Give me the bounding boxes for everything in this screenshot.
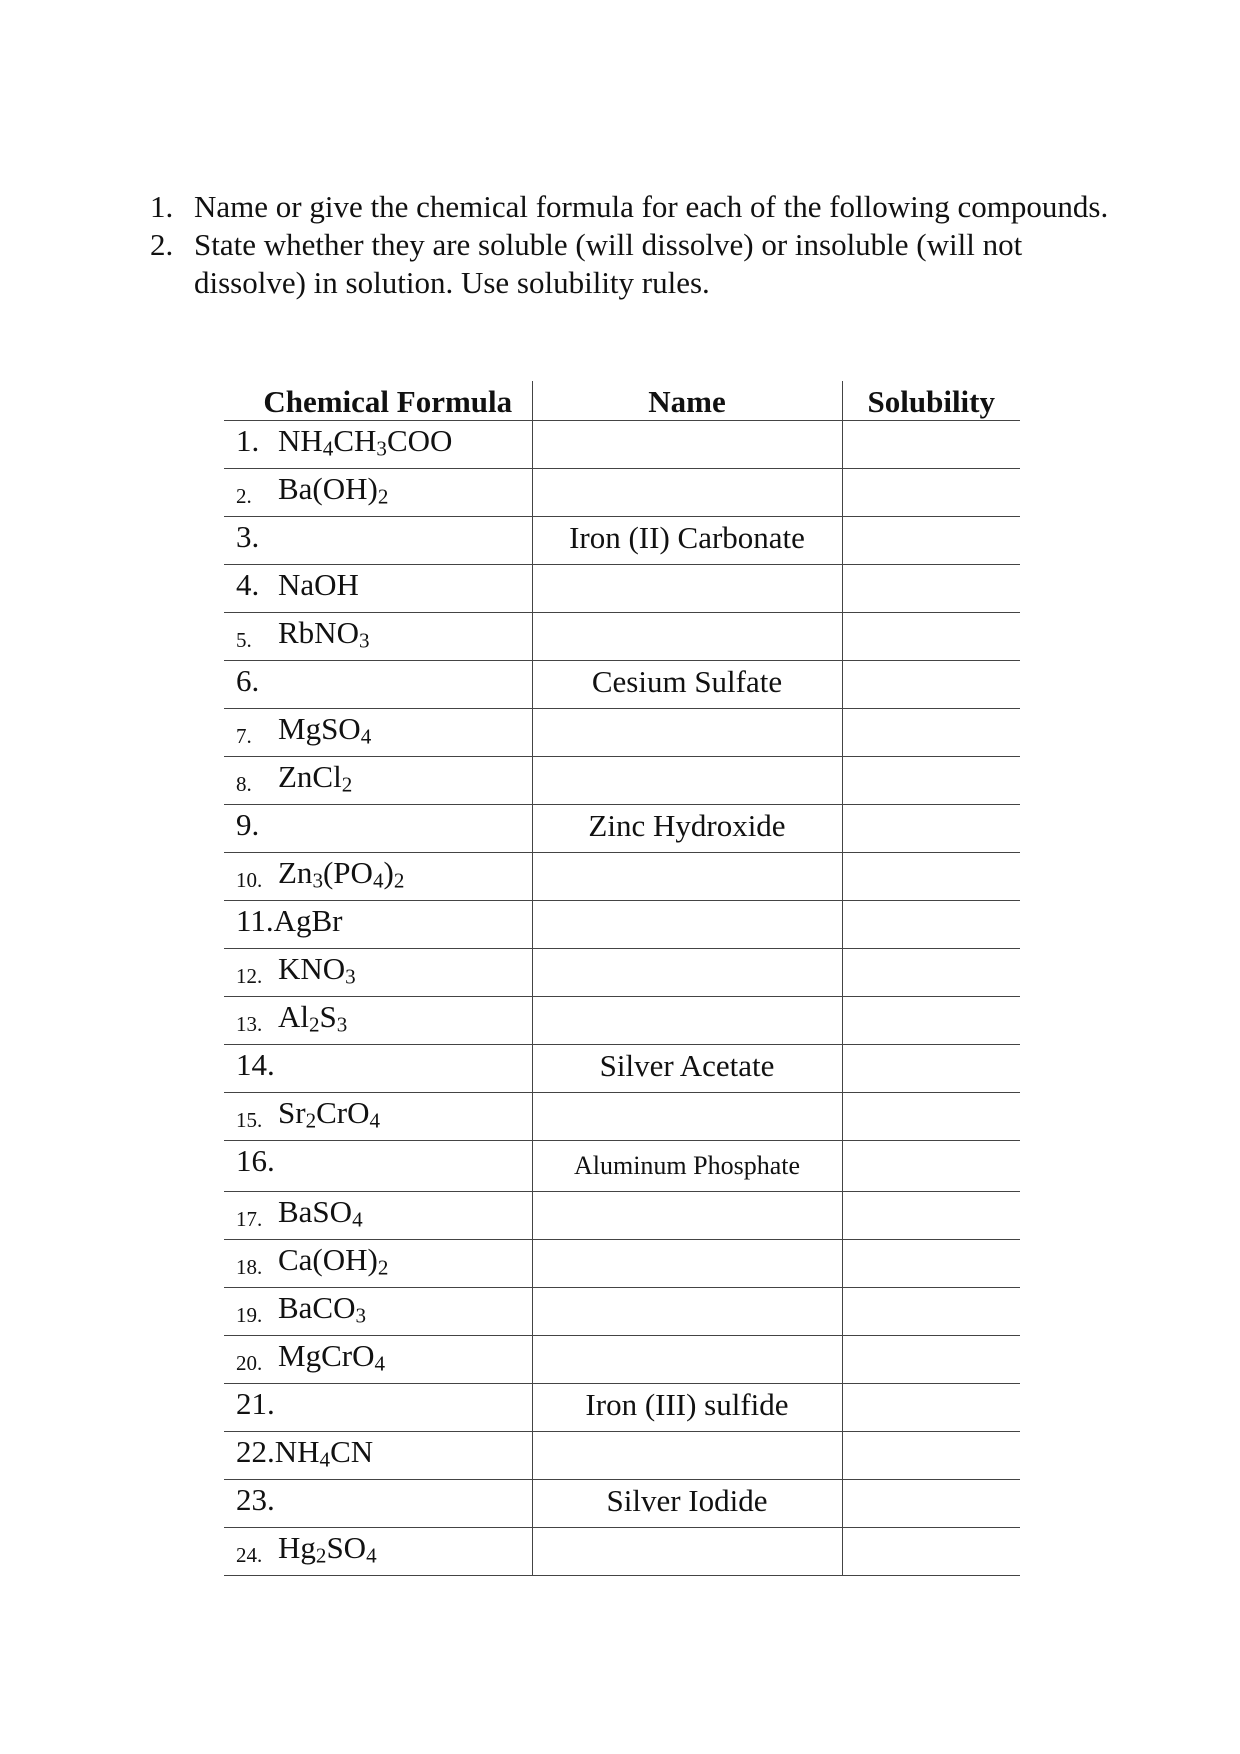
formula-part: CN — [330, 1434, 374, 1469]
table-row — [224, 853, 1020, 901]
chemical-formula — [278, 565, 359, 605]
formula-subscript: 3 — [376, 436, 387, 461]
chemical-formula — [278, 853, 404, 893]
formula-part: (PO — [322, 855, 373, 890]
table-row — [224, 1141, 1020, 1192]
name-cell[interactable] — [532, 1336, 842, 1384]
chemical-formula — [278, 997, 347, 1037]
formula-part: MgCrO — [278, 1338, 375, 1373]
name-cell[interactable]: Iron (III) sulfide — [532, 1384, 842, 1432]
solubility-cell[interactable] — [842, 421, 1020, 469]
solubility-cell[interactable] — [842, 709, 1020, 757]
formula-cell[interactable] — [224, 1480, 532, 1528]
formula-subscript: 4 — [372, 868, 384, 893]
formula-subscript: 2 — [305, 1108, 317, 1133]
chemical-formula — [278, 613, 370, 653]
chemical-formula — [278, 709, 371, 749]
formula-cell[interactable] — [224, 853, 532, 901]
formula-cell[interactable] — [224, 1192, 532, 1240]
formula-part: CrO — [316, 1095, 370, 1130]
table-row — [224, 1528, 1020, 1576]
table-header-row — [224, 381, 1020, 421]
header-chemical-formula: Chemical Formula — [224, 381, 532, 421]
table-row — [224, 1336, 1020, 1384]
name-cell[interactable] — [532, 757, 842, 805]
formula-subscript: 4 — [366, 1543, 377, 1568]
name-cell[interactable] — [532, 1432, 842, 1480]
row-number: 11. — [236, 903, 274, 938]
formula-part: BaSO — [278, 1194, 353, 1229]
solubility-cell[interactable] — [842, 1432, 1020, 1480]
formula-cell[interactable] — [224, 901, 532, 949]
table-row — [224, 1288, 1020, 1336]
formula-cell[interactable] — [224, 1432, 532, 1480]
formula-cell[interactable] — [224, 661, 532, 709]
table-row — [224, 517, 1020, 565]
formula-cell[interactable] — [224, 421, 532, 469]
table-row — [224, 1045, 1020, 1093]
instructions-list — [150, 188, 1110, 302]
formula-part: Zn — [278, 855, 313, 890]
instruction-number: 2. — [150, 227, 174, 262]
formula-subscript: 2 — [393, 868, 405, 893]
row-number: 13. — [236, 1012, 263, 1036]
formula-subscript: 3 — [355, 1303, 367, 1328]
chemical-formula — [278, 1192, 363, 1232]
name-cell[interactable]: Cesium Sulfate — [532, 661, 842, 709]
solubility-cell[interactable] — [842, 517, 1020, 565]
formula-subscript: 4 — [322, 436, 334, 461]
formula-cell[interactable] — [224, 757, 532, 805]
table-row — [224, 901, 1020, 949]
solubility-cell[interactable] — [842, 1528, 1020, 1576]
formula-part: RbNO — [278, 615, 359, 650]
formula-subscript: 3 — [336, 1012, 348, 1037]
name-cell[interactable]: Silver Acetate — [532, 1045, 842, 1093]
solubility-cell[interactable] — [842, 949, 1020, 997]
name-cell[interactable] — [532, 853, 842, 901]
name-cell[interactable] — [532, 901, 842, 949]
solubility-cell[interactable] — [842, 1288, 1020, 1336]
table-body — [224, 421, 1020, 1576]
formula-part: KNO — [278, 951, 346, 986]
solubility-cell[interactable] — [842, 1192, 1020, 1240]
formula-subscript: 2 — [341, 772, 353, 797]
row-number: 8. — [236, 772, 252, 796]
solubility-cell[interactable] — [842, 565, 1020, 613]
formula-subscript: 2 — [309, 1012, 320, 1037]
formula-part: NH — [278, 423, 323, 458]
chemical-formula — [278, 1336, 385, 1376]
name-cell[interactable] — [532, 421, 842, 469]
formula-part: Hg — [278, 1530, 316, 1565]
chemical-formula — [278, 1288, 366, 1328]
formula-subscript: 2 — [377, 1255, 389, 1280]
solubility-cell[interactable] — [842, 1240, 1020, 1288]
solubility-cell[interactable] — [842, 997, 1020, 1045]
header-name: Name — [532, 381, 842, 421]
formula-part: ) — [383, 855, 394, 890]
table-row — [224, 1432, 1020, 1480]
formula-cell[interactable] — [224, 1336, 532, 1384]
row-number: 4. — [236, 567, 260, 602]
formula-cell[interactable] — [224, 1240, 532, 1288]
formula-cell[interactable] — [224, 517, 532, 565]
solubility-cell[interactable] — [842, 1141, 1020, 1192]
row-number: 20. — [236, 1351, 263, 1375]
solubility-cell[interactable] — [842, 613, 1020, 661]
name-cell[interactable] — [532, 1093, 842, 1141]
instruction-item — [150, 188, 1110, 226]
name-cell[interactable] — [532, 1192, 842, 1240]
formula-subscript: 4 — [369, 1108, 381, 1133]
solubility-cell[interactable] — [842, 469, 1020, 517]
row-number: 5. — [236, 628, 252, 652]
formula-cell[interactable] — [224, 949, 532, 997]
formula-part: Al — [278, 999, 309, 1034]
row-number: 10. — [236, 868, 263, 892]
formula-part: S — [319, 999, 337, 1034]
name-cell[interactable] — [532, 1528, 842, 1576]
row-number: 16. — [236, 1143, 275, 1178]
name-cell[interactable] — [532, 709, 842, 757]
formula-subscript: 3 — [345, 964, 356, 989]
formula-cell[interactable] — [224, 1045, 532, 1093]
instruction-number: 1. — [150, 189, 174, 224]
name-cell[interactable]: Aluminum Phosphate — [532, 1141, 842, 1192]
solubility-cell[interactable] — [842, 853, 1020, 901]
row-number: 19. — [236, 1303, 263, 1327]
formula-cell[interactable] — [224, 1528, 532, 1576]
solubility-cell[interactable] — [842, 805, 1020, 853]
table-row — [224, 613, 1020, 661]
table-row — [224, 565, 1020, 613]
instruction-text: State whether they are soluble (will dissolve) or insoluble (will not dissolve) in solution. Use solubility rules. — [194, 227, 1023, 300]
chemical-formula — [278, 1528, 377, 1568]
formula-cell[interactable] — [224, 613, 532, 661]
table-row — [224, 469, 1020, 517]
formula-part: NaOH — [278, 567, 359, 602]
name-cell[interactable] — [532, 1240, 842, 1288]
row-number: 17. — [236, 1207, 263, 1231]
formula-subscript: 3 — [312, 868, 323, 893]
table-row — [224, 805, 1020, 853]
solubility-cell[interactable] — [842, 1384, 1020, 1432]
table-row — [224, 1240, 1020, 1288]
table-row — [224, 1192, 1020, 1240]
row-number: 15. — [236, 1108, 263, 1132]
name-cell[interactable]: Silver Iodide — [532, 1480, 842, 1528]
name-cell[interactable] — [532, 949, 842, 997]
formula-cell[interactable] — [224, 1141, 532, 1192]
chemical-formula — [278, 757, 352, 797]
formula-part: CH — [333, 423, 377, 458]
name-cell[interactable] — [532, 997, 842, 1045]
formula-cell[interactable] — [224, 709, 532, 757]
row-number: 22. — [236, 1434, 275, 1469]
table-row — [224, 757, 1020, 805]
formula-cell[interactable] — [224, 1093, 532, 1141]
row-number: 12. — [236, 964, 263, 988]
solubility-cell[interactable] — [842, 1480, 1020, 1528]
chemical-formula — [278, 949, 356, 989]
name-cell[interactable] — [532, 613, 842, 661]
chemical-formula — [278, 421, 452, 461]
table-row — [224, 421, 1020, 469]
formula-cell[interactable] — [224, 469, 532, 517]
solubility-cell[interactable] — [842, 1045, 1020, 1093]
table-row — [224, 1093, 1020, 1141]
header-solubility: Solubility — [842, 381, 1020, 421]
name-cell[interactable] — [532, 565, 842, 613]
formula-subscript: 4 — [319, 1447, 331, 1472]
row-number: 23. — [236, 1482, 275, 1517]
name-cell[interactable]: Zinc Hydroxide — [532, 805, 842, 853]
table-row — [224, 709, 1020, 757]
formula-cell[interactable] — [224, 1288, 532, 1336]
formula-part: MgSO — [278, 711, 361, 746]
formula-subscript: 2 — [377, 484, 389, 509]
chemical-formula — [274, 901, 343, 941]
solubility-worksheet-table — [224, 381, 1020, 1576]
solubility-cell[interactable] — [842, 661, 1020, 709]
formula-subscript: 4 — [374, 1351, 385, 1376]
solubility-cell[interactable] — [842, 901, 1020, 949]
row-number: 9. — [236, 807, 260, 842]
formula-part: SO — [326, 1530, 367, 1565]
formula-subscript: 3 — [358, 628, 370, 653]
chemical-formula — [278, 1093, 380, 1133]
table-row — [224, 661, 1020, 709]
solubility-cell[interactable] — [842, 1336, 1020, 1384]
formula-part: Ba(OH) — [278, 471, 378, 506]
formula-part: COO — [386, 423, 453, 458]
formula-part: Sr — [278, 1095, 306, 1130]
solubility-cell[interactable] — [842, 757, 1020, 805]
formula-subscript: 2 — [315, 1543, 327, 1568]
name-cell[interactable] — [532, 469, 842, 517]
formula-subscript: 4 — [352, 1207, 363, 1232]
formula-cell[interactable] — [224, 1384, 532, 1432]
formula-part: Ca(OH) — [278, 1242, 378, 1277]
formula-subscript: 4 — [360, 724, 372, 749]
formula-part: NH — [274, 1434, 320, 1469]
formula-part: ZnCl — [278, 759, 342, 794]
table-row — [224, 1480, 1020, 1528]
formula-part: AgBr — [273, 903, 343, 938]
row-number: 18. — [236, 1255, 263, 1279]
table-row — [224, 997, 1020, 1045]
row-number: 3. — [236, 519, 260, 554]
formula-cell[interactable] — [224, 805, 532, 853]
formula-cell[interactable] — [224, 565, 532, 613]
table-row — [224, 949, 1020, 997]
chemical-formula — [278, 469, 388, 509]
formula-cell[interactable] — [224, 997, 532, 1045]
name-cell[interactable]: Iron (II) Carbonate — [532, 517, 842, 565]
chemical-formula — [278, 1240, 388, 1280]
row-number: 6. — [236, 663, 260, 698]
row-number: 2. — [236, 484, 252, 508]
instruction-item — [150, 226, 1110, 302]
formula-part: BaCO — [278, 1290, 356, 1325]
name-cell[interactable] — [532, 1288, 842, 1336]
table-row — [224, 1384, 1020, 1432]
solubility-cell[interactable] — [842, 1093, 1020, 1141]
row-number: 7. — [236, 724, 252, 748]
chemical-formula — [275, 1432, 373, 1472]
row-number: 21. — [236, 1386, 275, 1421]
row-number: 1. — [236, 423, 260, 458]
instruction-text: Name or give the chemical formula for each of the following compounds. — [194, 189, 1109, 224]
row-number: 24. — [236, 1543, 263, 1567]
row-number: 14. — [236, 1047, 275, 1082]
